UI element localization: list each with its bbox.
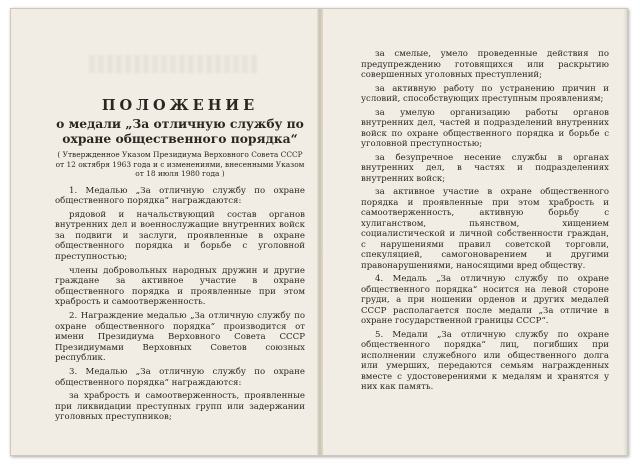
paragraph: рядовой и начальствующий состав органов внутренних дел и военнослужащие внутренних войск за подвиги и заслуги, проявленные в охране общественного порядка и борьбе с уголовной преступностью; [55, 209, 305, 263]
paragraph: за храбрость и самоотверженность, проявленные при ликвидации преступных групп или задержании уголовных преступников; [55, 391, 305, 423]
paragraph: 5. Медали „За отличную службу по охране общественного порядка“ лиц, погибших при исполнении служебного или общественного долга или умерших, передаются семьям награжденных вместе с удостоверениями к медалям и хранятся у них как память. [361, 329, 609, 392]
faded-imprint [89, 55, 259, 73]
page-edge-shadow [623, 9, 627, 455]
paragraph: за активную работу по устранению причин и условий, способствующих преступным проявлениям; [361, 83, 609, 104]
paragraph: за смелые, умело проведенные действия по предупреждению готовящихся или раскрытию совершенных уголовных преступлений; [361, 49, 609, 80]
paragraph: 2. Награждение медалью „За отличную службу по охране общественного порядка“ производится от имени Президиума Верховного Совета СССР Президиумами Верховных Советов союзных республик. [55, 311, 305, 364]
paragraph: за активное участие в охране общественного порядка и проявленные при этом храбрость и самоотверженность, активную борьбу с хулиганством, пьянством, хищением социалистической и личной собственности граждан, с нарушениями правил советской торговли, спекуляцией, самогоноварением и другими правонарушениями, наносящими вред обществу. [361, 187, 609, 271]
paragraph: 4. Медаль „За отличную службу по охране общественного порядка“ носится на левой стороне груди, а при ношении орденов и других медалей СССР располагается после медали „За отличие в охране государственной границы СССР“. [361, 274, 609, 326]
approval-note: ( Утвержденное Указом Президиума Верховного Совета СССР от 12 октября 1963 года и с изменениями, внесенными Указом от 18 июля 1980 года ) [55, 150, 305, 178]
paragraph: 1. Медалью „За отличную службу по охране общественного порядка“ награждаются: [55, 185, 305, 207]
left-page [11, 9, 319, 455]
paragraph: за умелую организацию работы органов внутренних дел, частей и подразделений внутренних войск по охране общественного порядка и борьбе с уголовной преступностью; [361, 107, 609, 149]
paragraph: члены добровольных народных дружин и другие граждане за активное участие в охране общественного порядка и проявленные при этом храбрость и самоотверженность. [55, 265, 305, 308]
paragraph: 3. Медалью „За отличную службу по охране общественного порядка“ награждаются: [55, 367, 305, 388]
paragraph: за безупречное несение службы в органах внутренних дел, в частях и подразделениях внутренних войск; [361, 152, 609, 184]
document-booklet [10, 8, 628, 456]
document-subtitle: о медали „За отличную службу по охране общественного порядка“ [56, 116, 304, 146]
document-title: ПОЛОЖЕНИЕ [101, 97, 259, 114]
right-page [321, 9, 627, 455]
